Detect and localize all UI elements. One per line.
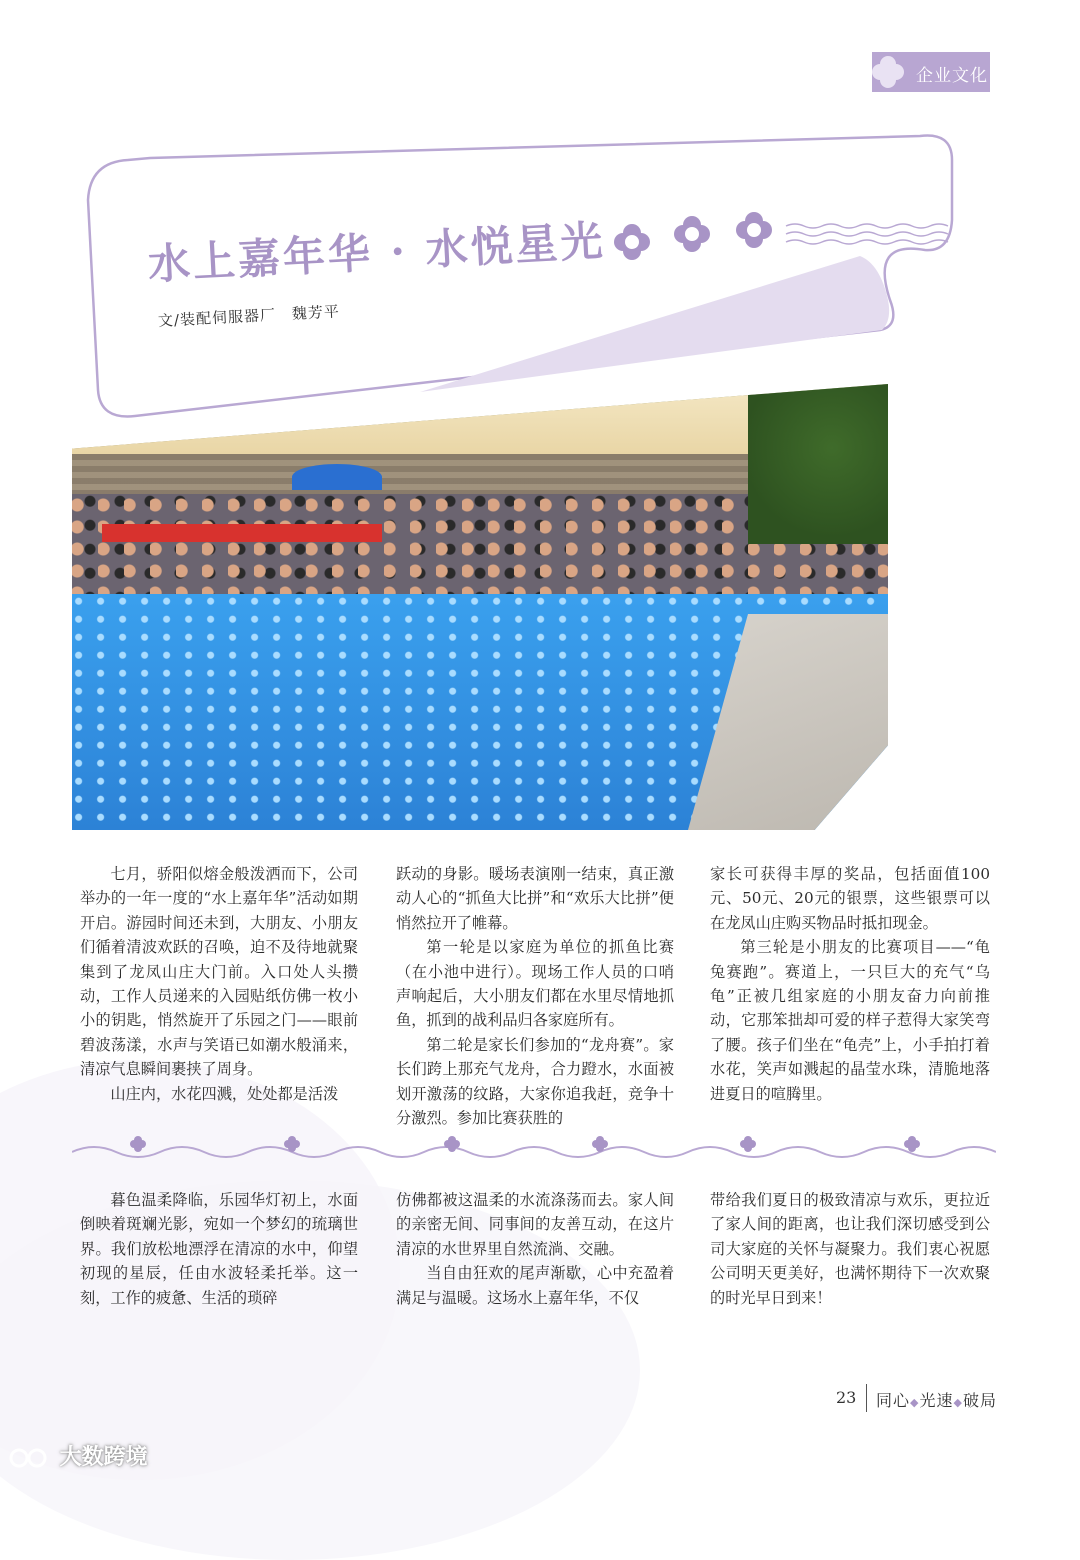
photo-trees [748,384,888,544]
photo-umbrella [292,464,382,490]
text-column-1 [80,862,358,1106]
slogan-word: 破局 [962,1391,997,1410]
text-column-4 [80,1188,358,1310]
footer-slogan [876,1388,997,1411]
paragraph: 带给我们夏日的极致清凉与欢乐，更拉近了家人间的距离，也让我们深切感受到公司大家庭的关怀与凝聚力。我们衷心祝愿公司明天更美好，也满怀期待下一次欢聚的时光早日到来！ [710,1191,990,1307]
slogan-word: 光速 [919,1391,954,1410]
paragraph: 暮色温柔降临，乐园华灯初上，水面倒映着斑斓光影，宛如一个梦幻的琉璃世界。我们放松地漂浮在清凉的水中，仰望初现的星辰，任由水波轻柔托举。这一刻，工作的疲惫、生活的琐碎 [80,1191,358,1307]
slogan-word: 同心 [876,1391,911,1410]
article-title: 水上嘉年华 · 水悦星光 [146,216,607,289]
wave-divider [72,1130,996,1170]
diamond-icon: ◆ [953,1396,963,1409]
paragraph: 七月，骄阳似熔金般泼洒而下，公司举办的一年一度的“水上嘉年华”活动如期开启。游园时间还未到，大朋友、小朋友们循着清波欢跃的召唤，迫不及待地就聚集到了龙凤山庄大门前。入口处人头攒动，工作人员递来的入园贴纸仿佛一枚小小的钥匙，悄然旋开了乐园之门——眼前碧波荡漾，水声与笑语已如潮水般涌来，清凉气息瞬间裹挟了周身。 [80,865,358,1079]
water-park-photo [72,384,888,830]
article-byline: 文/装配伺服器厂 魏芳平 [157,302,341,330]
paragraph: 当自由狂欢的尾声渐歇，心中充盈着满足与温暖。这场水上嘉年华，不仅 [396,1264,674,1307]
text-column-2 [396,862,674,1130]
paragraph: 第一轮是以家庭为单位的抓鱼比赛（在小池中进行）。现场工作人员的口哨声响起后，大小朋友们都在水里尽情地抓鱼，抓到的战利品归各家庭所有。 [396,938,674,1030]
paragraph: 跃动的身影。暖场表演刚一结束，真正激动人心的“抓鱼大比拼”和“欢乐大比拼”便悄然拉开了帷幕。 [396,865,674,932]
paragraph: 第二轮是家长们参加的“龙舟赛”。家长们跨上那充气龙舟，合力蹬水，水面被划开激荡的纹路，大家你追我赶，竞争十分激烈。参加比赛获胜的 [396,1035,674,1128]
paragraph: 第三轮是小朋友的比赛项目——“龟兔赛跑”。赛道上，一只巨大的充气“乌龟”正被几组家庭的小朋友奋力向前推动，它那笨拙却可爱的样子惹得大家笑弯了腰。孩子们坐在“龟壳”上，小手拍打着水花，笑声如溅起的晶莹水珠，清脆地落进夏日的喧腾里。 [710,938,990,1103]
paragraph: 仿佛都被这温柔的水流涤荡而去。家人间的亲密无间、同事间的友善互动，在这片清凉的水世界里自然流淌、交融。 [396,1191,674,1258]
text-column-5 [396,1188,674,1310]
watermark [8,1440,148,1471]
diamond-icon: ◆ [910,1396,920,1409]
photo-banner [102,524,382,542]
watermark-text: 大数跨境 [59,1445,148,1470]
text-column-6 [710,1188,990,1310]
footer-separator [866,1384,867,1412]
paragraph: 山庄内，水花四溅，处处都是活泼 [110,1084,339,1103]
text-column-3 [710,862,990,1106]
paragraph: 家长可获得丰厚的奖品，包括面值100元、50元、20元的银票，这些银票可以在龙凤山庄购买物品时抵扣现金。 [710,865,990,932]
watermark-logo-icon [8,1447,52,1469]
section-label: 企业文化 [916,66,988,86]
page-number: 23 [836,1388,857,1407]
